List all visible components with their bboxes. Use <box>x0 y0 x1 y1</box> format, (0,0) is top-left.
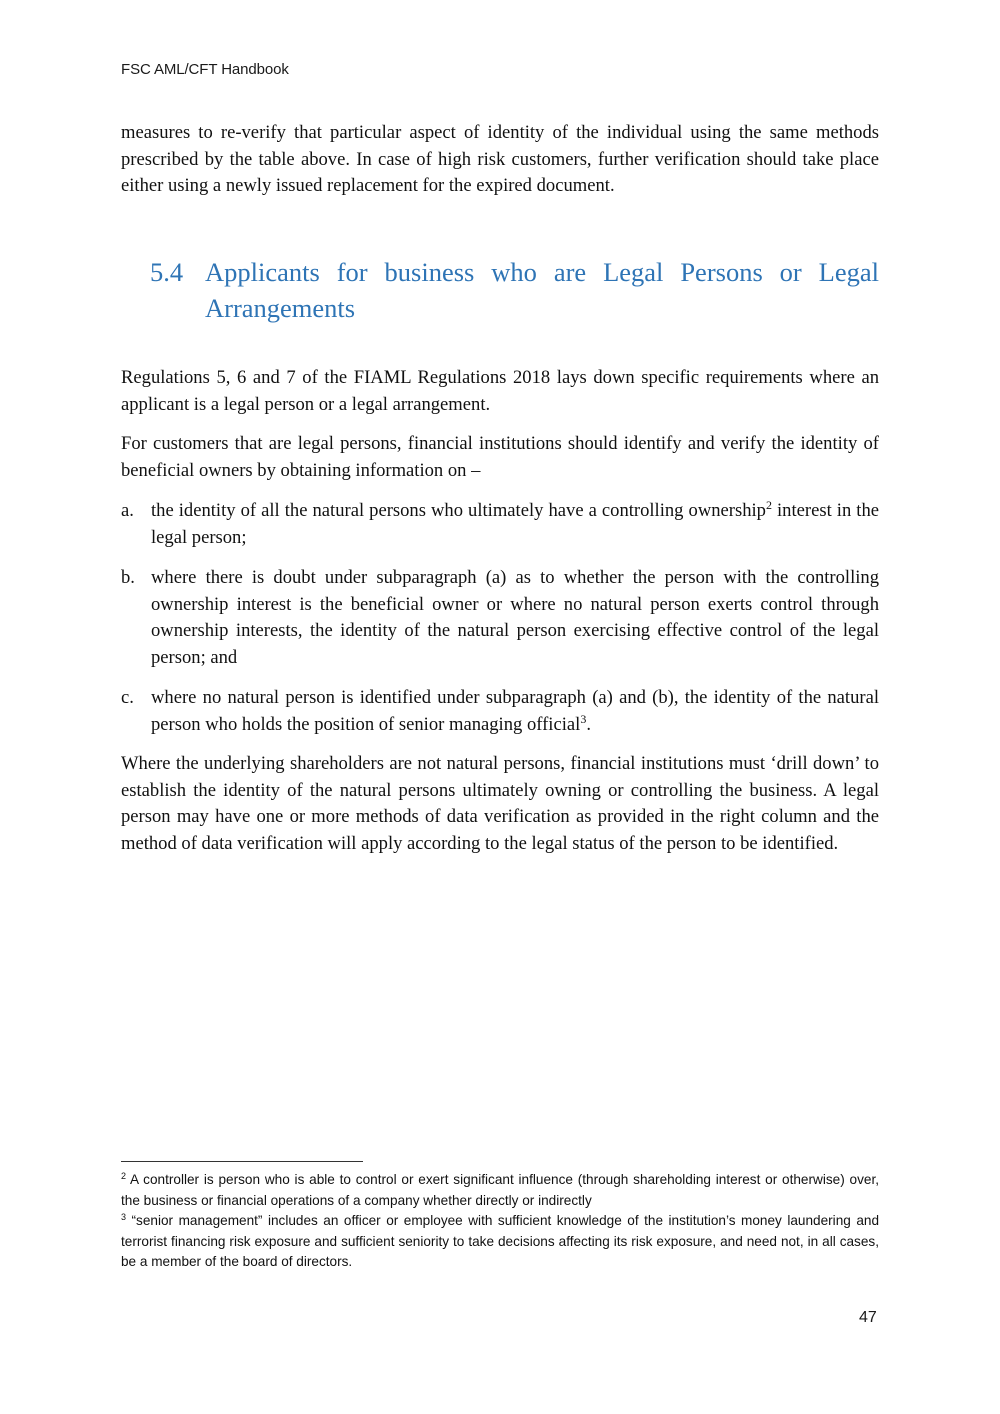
footnote-number: 2 <box>121 1171 127 1181</box>
drill-down-paragraph: Where the underlying shareholders are not natural persons, financial institutions must ‘drill down’ to establish the identity of the natural persons ultimately owning or controlling the business. A legal person may have one or more methods of data verification as provided in the right column and the method of data verification will apply according to the legal status of the person to be identified. <box>121 753 879 854</box>
page-number: 47 <box>859 1309 877 1326</box>
list-item-text <box>151 685 879 738</box>
footnote <box>121 1211 879 1273</box>
section-title: Applicants for business who are Legal Persons or Legal Arrangements <box>205 257 879 323</box>
footnote-reference[interactable]: 2 <box>765 498 772 512</box>
footnotes <box>121 1170 879 1273</box>
footnote <box>121 1170 879 1211</box>
footnote-number: 3 <box>121 1212 127 1223</box>
intro-paragraph: Regulations 5, 6 and 7 of the FIAML Regulations 2018 lays down specific requirements where an applicant is a legal person or a legal arrangement. <box>121 367 879 415</box>
list-item <box>121 565 879 671</box>
list-item-text-part: where no natural person is identified under subparagraph (a) and (b), the identity of the natural person who holds the position of senior managing official <box>151 687 879 735</box>
list-item-text: where there is doubt under subparagraph (a) as to whether the person with the controlling ownership interest is the beneficial owner or where no natural person exerts control through ownership interests, the identity of the natural person exercising effective control of the legal person; and <box>151 567 879 668</box>
footnote-reference[interactable]: 3 <box>580 711 587 726</box>
running-header: FSC AML/CFT Handbook <box>121 61 289 78</box>
continuation-paragraph: measures to re-verify that particular aspect of identity of the individual using the same methods prescribed by the table above. In case of high risk customers, further verification should take place either using a newly issued replacement for the expired document. <box>121 122 879 197</box>
section-number: 5.4 <box>150 257 184 287</box>
lead-in-paragraph: For customers that are legal persons, financial institutions should identify and verify the identity of beneficial owners by obtaining information on – <box>121 433 879 481</box>
list-item-text-part: the identity of all the natural persons who ultimately have a controlling ownership <box>151 500 766 521</box>
list-item <box>121 685 879 738</box>
list-item-text-part: . <box>586 713 591 735</box>
footnote-text: “senior management” includes an officer or employee with sufficient knowledge of the institution’s money laundering and terrorist financing risk exposure and sufficient seniority to take decisions affecting its risk exposure, and need not, in all cases, be a member of the board of directors. <box>121 1213 879 1270</box>
footnote-separator <box>121 1161 363 1162</box>
footnote-text: A controller is person who is able to control or exert significant influence (through shareholding interest or otherwise) over, the business or financial operations of a company whether directly or indirectly <box>121 1172 879 1208</box>
list-item <box>121 498 879 551</box>
list-marker: a. <box>121 500 134 521</box>
list-marker: c. <box>121 687 134 708</box>
list-item-text <box>151 498 879 551</box>
list-item-text-part: interest in the legal person; <box>151 500 879 548</box>
section-heading <box>150 254 879 326</box>
list-marker: b. <box>121 567 135 588</box>
